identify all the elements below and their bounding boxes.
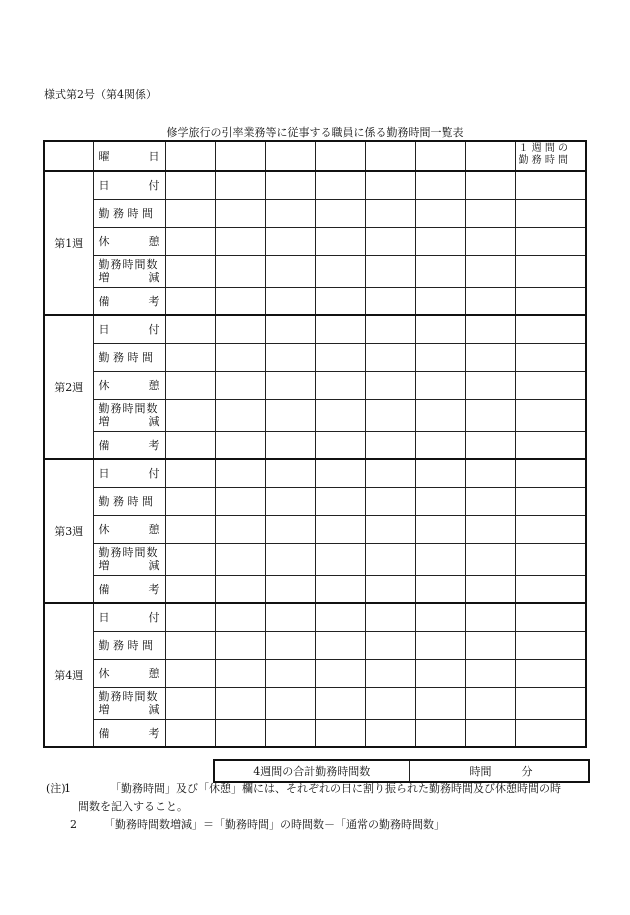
entry-cell[interactable] <box>465 399 515 431</box>
day-cell[interactable] <box>465 141 515 171</box>
entry-cell[interactable] <box>415 431 465 459</box>
rest-row <box>44 227 586 255</box>
weekly-total-cell[interactable] <box>515 315 586 343</box>
entry-cell[interactable] <box>315 399 365 431</box>
weekly-total-cell[interactable] <box>515 343 586 371</box>
hours-change-row <box>44 687 586 719</box>
entry-cell[interactable] <box>265 287 315 315</box>
weekly-total-cell[interactable] <box>515 487 586 515</box>
entry-cell[interactable] <box>315 515 365 543</box>
entry-cell[interactable] <box>365 515 415 543</box>
row-label: 休 憩 <box>93 659 165 687</box>
entry-cell[interactable] <box>265 515 315 543</box>
entry-cell[interactable] <box>265 315 315 343</box>
row-label: 休 憩 <box>93 515 165 543</box>
weekly-total-cell[interactable] <box>515 575 586 603</box>
entry-cell[interactable] <box>415 631 465 659</box>
entry-cell[interactable] <box>215 255 265 287</box>
entry-cell[interactable] <box>315 719 365 747</box>
entry-cell[interactable] <box>215 315 265 343</box>
entry-cell[interactable] <box>265 575 315 603</box>
entry-cell[interactable] <box>315 315 365 343</box>
entry-cell[interactable] <box>465 171 515 199</box>
entry-cell[interactable] <box>215 199 265 227</box>
row-label: 勤務時間数 増 減 <box>93 543 165 575</box>
entry-cell[interactable] <box>315 687 365 719</box>
entry-cell[interactable] <box>465 543 515 575</box>
row-label: 日 付 <box>93 171 165 199</box>
work-hours-row <box>44 343 586 371</box>
remarks-row <box>44 575 586 603</box>
entry-cell[interactable] <box>365 687 415 719</box>
entry-cell[interactable] <box>265 399 315 431</box>
entry-cell[interactable] <box>165 603 215 631</box>
row-label: 日 付 <box>93 315 165 343</box>
entry-cell[interactable] <box>265 227 315 255</box>
entry-cell[interactable] <box>165 659 215 687</box>
remarks-row <box>44 287 586 315</box>
date-row <box>44 459 586 487</box>
entry-cell[interactable] <box>465 487 515 515</box>
entry-cell[interactable] <box>315 343 365 371</box>
entry-cell[interactable] <box>315 603 365 631</box>
entry-cell[interactable] <box>165 719 215 747</box>
hours-change-row <box>44 255 586 287</box>
entry-cell[interactable] <box>415 575 465 603</box>
total-label: 4週間の合計勤務時間数 <box>214 760 409 782</box>
entry-cell[interactable] <box>365 575 415 603</box>
entry-cell[interactable] <box>415 315 465 343</box>
entry-cell[interactable] <box>265 487 315 515</box>
entry-cell[interactable] <box>165 575 215 603</box>
entry-cell[interactable] <box>215 487 265 515</box>
entry-cell[interactable] <box>215 719 265 747</box>
remarks-row <box>44 431 586 459</box>
row-label: 勤務時間数 増 減 <box>93 255 165 287</box>
row-label: 備 考 <box>93 575 165 603</box>
entry-cell[interactable] <box>465 431 515 459</box>
entry-cell[interactable] <box>465 343 515 371</box>
entry-cell[interactable] <box>215 659 265 687</box>
entry-cell[interactable] <box>465 575 515 603</box>
row-label: 備 考 <box>93 719 165 747</box>
entry-cell[interactable] <box>415 543 465 575</box>
entry-cell[interactable] <box>265 431 315 459</box>
row-label: 備 考 <box>93 287 165 315</box>
entry-cell[interactable] <box>415 343 465 371</box>
entry-cell[interactable] <box>465 515 515 543</box>
entry-cell[interactable] <box>165 399 215 431</box>
weekly-total-cell[interactable] <box>515 431 586 459</box>
week-label: 第4週 <box>44 603 93 747</box>
entry-cell[interactable] <box>215 287 265 315</box>
entry-cell[interactable] <box>165 343 215 371</box>
week-label: 第2週 <box>44 315 93 459</box>
entry-cell[interactable] <box>465 603 515 631</box>
entry-cell[interactable] <box>365 255 415 287</box>
weekly-total-cell[interactable] <box>515 459 586 487</box>
week-label: 第1週 <box>44 171 93 315</box>
entry-cell[interactable] <box>165 371 215 399</box>
entry-cell[interactable] <box>465 687 515 719</box>
work-hours-row <box>44 199 586 227</box>
weekly-total-cell[interactable] <box>515 515 586 543</box>
week-label: 第3週 <box>44 459 93 603</box>
entry-cell[interactable] <box>315 199 365 227</box>
entry-cell[interactable] <box>215 687 265 719</box>
entry-cell[interactable] <box>415 687 465 719</box>
date-row <box>44 171 586 199</box>
entry-cell[interactable] <box>365 487 415 515</box>
note-1-line-2: 間数を記入すること。 <box>78 800 188 813</box>
weekly-total-cell[interactable] <box>515 287 586 315</box>
row-label: 勤 務 時 間 <box>93 199 165 227</box>
entry-cell[interactable] <box>415 603 465 631</box>
entry-cell[interactable] <box>465 719 515 747</box>
row-label: 備 考 <box>93 431 165 459</box>
header-row <box>44 141 586 171</box>
entry-cell[interactable] <box>315 575 365 603</box>
weekly-total-header: １ 週 間 の 勤 務 時 間 <box>515 141 586 171</box>
weekly-total-cell[interactable] <box>515 631 586 659</box>
entry-cell[interactable] <box>365 399 415 431</box>
entry-cell[interactable] <box>465 287 515 315</box>
weekly-total-cell[interactable] <box>515 603 586 631</box>
entry-cell[interactable] <box>415 199 465 227</box>
entry-cell[interactable] <box>415 459 465 487</box>
entry-cell[interactable] <box>265 659 315 687</box>
entry-cell[interactable] <box>165 687 215 719</box>
entry-cell[interactable] <box>365 659 415 687</box>
document-title: 修学旅行の引率業務等に従事する職員に係る勤務時間一覧表 <box>166 126 464 139</box>
row-label: 休 憩 <box>93 227 165 255</box>
weekly-total-cell[interactable] <box>515 399 586 431</box>
entry-cell[interactable] <box>315 487 365 515</box>
entry-cell[interactable] <box>365 287 415 315</box>
entry-cell[interactable] <box>465 631 515 659</box>
entry-cell[interactable] <box>315 431 365 459</box>
entry-cell[interactable] <box>415 371 465 399</box>
date-row <box>44 603 586 631</box>
row-label: 勤 務 時 間 <box>93 631 165 659</box>
entry-cell[interactable] <box>215 431 265 459</box>
weekly-total-cell[interactable] <box>515 371 586 399</box>
entry-cell[interactable] <box>365 631 415 659</box>
day-cell[interactable] <box>215 141 265 171</box>
entry-cell[interactable] <box>265 171 315 199</box>
weekly-total-cell[interactable] <box>515 687 586 719</box>
entry-cell[interactable] <box>215 399 265 431</box>
note-number: 2 <box>70 818 77 831</box>
entry-cell[interactable] <box>265 255 315 287</box>
entry-cell[interactable] <box>265 459 315 487</box>
hours-change-row <box>44 543 586 575</box>
entry-cell[interactable] <box>165 459 215 487</box>
entry-cell[interactable] <box>215 171 265 199</box>
entry-cell[interactable] <box>465 255 515 287</box>
entry-cell[interactable] <box>165 315 215 343</box>
entry-cell[interactable] <box>215 603 265 631</box>
entry-cell[interactable] <box>315 659 365 687</box>
row-label: 勤務時間数 増 減 <box>93 399 165 431</box>
entry-cell[interactable] <box>365 343 415 371</box>
entry-cell[interactable] <box>465 459 515 487</box>
entry-cell[interactable] <box>365 431 415 459</box>
entry-cell[interactable] <box>215 515 265 543</box>
weekly-total-cell[interactable] <box>515 171 586 199</box>
note-2: 「勤務時間数増減」＝「勤務時間」の時間数－「通常の勤務時間数」 <box>104 818 445 831</box>
entry-cell[interactable] <box>265 631 315 659</box>
date-row <box>44 315 586 343</box>
total-value-cell[interactable]: 時間 分 <box>409 760 589 782</box>
work-hours-row <box>44 487 586 515</box>
rest-row <box>44 371 586 399</box>
rest-row <box>44 515 586 543</box>
entry-cell[interactable] <box>415 515 465 543</box>
notes <box>46 780 594 834</box>
remarks-row <box>44 719 586 747</box>
entry-cell[interactable] <box>265 199 315 227</box>
entry-cell[interactable] <box>415 719 465 747</box>
entry-cell[interactable] <box>165 543 215 575</box>
entry-cell[interactable] <box>415 255 465 287</box>
entry-cell[interactable] <box>165 487 215 515</box>
entry-cell[interactable] <box>365 543 415 575</box>
row-label: 勤 務 時 間 <box>93 343 165 371</box>
entry-cell[interactable] <box>315 287 365 315</box>
row-label: 休 憩 <box>93 371 165 399</box>
row-label: 日 付 <box>93 603 165 631</box>
entry-cell[interactable] <box>315 227 365 255</box>
entry-cell[interactable] <box>215 343 265 371</box>
weekly-total-cell[interactable] <box>515 719 586 747</box>
weekly-total-cell[interactable] <box>515 227 586 255</box>
row-label: 日 付 <box>93 459 165 487</box>
day-cell[interactable] <box>365 141 415 171</box>
entry-cell[interactable] <box>465 199 515 227</box>
entry-cell[interactable] <box>165 171 215 199</box>
entry-cell[interactable] <box>215 575 265 603</box>
entry-cell[interactable] <box>165 515 215 543</box>
entry-cell[interactable] <box>465 315 515 343</box>
entry-cell[interactable] <box>365 171 415 199</box>
entry-cell[interactable] <box>315 631 365 659</box>
row-label: 勤 務 時 間 <box>93 487 165 515</box>
note-1-line-1: 「勤務時間」及び「休憩」欄には、それぞれの日に割り振られた勤務時間及び休憩時間の時 <box>110 782 561 795</box>
entry-cell[interactable] <box>415 659 465 687</box>
weekly-total-cell[interactable] <box>515 199 586 227</box>
entry-cell[interactable] <box>415 227 465 255</box>
entry-cell[interactable] <box>315 171 365 199</box>
entry-cell[interactable] <box>265 603 315 631</box>
entry-cell[interactable] <box>365 371 415 399</box>
entry-cell[interactable] <box>165 227 215 255</box>
entry-cell[interactable] <box>315 459 365 487</box>
day-cell[interactable] <box>315 141 365 171</box>
day-cell[interactable] <box>415 141 465 171</box>
form-number: 様式第2号（第4関係） <box>44 88 157 101</box>
entry-cell[interactable] <box>165 631 215 659</box>
day-cell[interactable] <box>265 141 315 171</box>
entry-cell[interactable] <box>215 371 265 399</box>
entry-cell[interactable] <box>165 199 215 227</box>
entry-cell[interactable] <box>215 631 265 659</box>
entry-cell[interactable] <box>265 343 315 371</box>
entry-cell[interactable] <box>265 371 315 399</box>
entry-cell[interactable] <box>315 543 365 575</box>
work-hours-row <box>44 631 586 659</box>
weekday-header: 曜 日 <box>93 141 165 171</box>
entry-cell[interactable] <box>215 543 265 575</box>
entry-cell[interactable] <box>365 719 415 747</box>
entry-cell[interactable] <box>415 487 465 515</box>
entry-cell[interactable] <box>415 287 465 315</box>
entry-cell[interactable] <box>215 459 265 487</box>
entry-cell[interactable] <box>465 371 515 399</box>
row-label: 勤務時間数 増 減 <box>93 687 165 719</box>
weekly-total-cell[interactable] <box>515 543 586 575</box>
entry-cell[interactable] <box>265 687 315 719</box>
entry-cell[interactable] <box>465 227 515 255</box>
corner-cell <box>44 141 93 171</box>
rest-row <box>44 659 586 687</box>
entry-cell[interactable] <box>265 719 315 747</box>
weekly-total-cell[interactable] <box>515 659 586 687</box>
note-number: 1 <box>64 782 71 795</box>
entry-cell[interactable] <box>165 431 215 459</box>
work-hours-table <box>43 140 587 748</box>
entry-cell[interactable] <box>265 543 315 575</box>
entry-cell[interactable] <box>365 459 415 487</box>
notes-prefix: (注) <box>46 782 66 795</box>
entry-cell[interactable] <box>365 199 415 227</box>
entry-cell[interactable] <box>365 227 415 255</box>
entry-cell[interactable] <box>215 227 265 255</box>
entry-cell[interactable] <box>415 399 465 431</box>
day-cell[interactable] <box>165 141 215 171</box>
weekly-total-cell[interactable] <box>515 255 586 287</box>
entry-cell[interactable] <box>465 659 515 687</box>
entry-cell[interactable] <box>365 603 415 631</box>
entry-cell[interactable] <box>415 171 465 199</box>
entry-cell[interactable] <box>165 287 215 315</box>
hours-change-row <box>44 399 586 431</box>
entry-cell[interactable] <box>315 255 365 287</box>
entry-cell[interactable] <box>165 255 215 287</box>
entry-cell[interactable] <box>315 371 365 399</box>
entry-cell[interactable] <box>365 315 415 343</box>
